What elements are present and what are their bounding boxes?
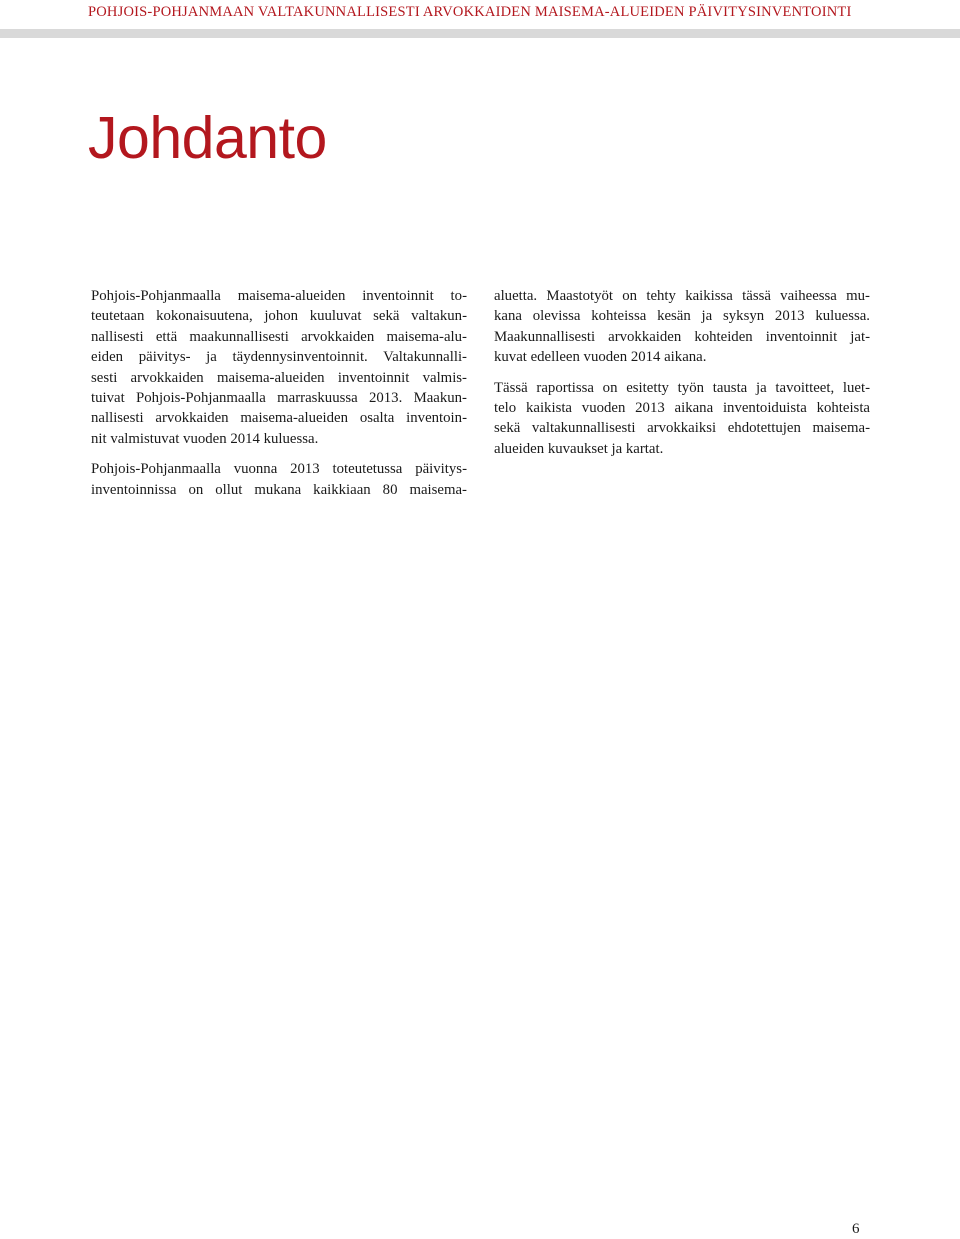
paragraph-report-contents <box>494 378 870 460</box>
text-line: inventoinnissa on ollut mukana kaikkiaan 80 maisema- <box>91 481 467 498</box>
page-title: Johdanto <box>88 105 327 171</box>
text-column-left <box>91 286 467 510</box>
text-line: nallisesti arvokkaiden maisema-alueiden osalta inventoin- <box>91 410 467 427</box>
text-line: Tässä raportissa on esitetty työn tausta ja tavoitteet, luet- <box>494 379 870 396</box>
text-line: sekä valtakunnallisesti arvokkaiksi ehdotettujen maisema- <box>494 420 870 437</box>
paragraph-inventory <box>91 459 467 500</box>
paragraph-intro <box>91 286 467 449</box>
text-line: aluetta. Maastotyöt on tehty kaikissa tässä vaiheessa mu- <box>494 288 870 304</box>
text-line: telo kaikista vuoden 2013 aikana inventoiduista kohteista <box>494 400 870 417</box>
text-line: Pohjois-Pohjanmaalla maisema-alueiden inventoinnit to- <box>91 288 467 304</box>
text-line: teutetaan kokonaisuutena, johon kuuluvat sekä valtakun- <box>91 308 467 325</box>
text-line: Maakunnallisesti arvokkaiden kohteiden inventoinnit jat- <box>494 328 870 345</box>
header-rule <box>0 29 960 38</box>
page-number: 6 <box>852 1221 860 1237</box>
paragraph-fieldwork <box>494 286 870 368</box>
text-line: kuvat edelleen vuoden 2014 aikana. <box>494 349 707 366</box>
text-column-right <box>494 286 870 469</box>
text-line: alueiden kuvaukset ja kartat. <box>494 440 664 457</box>
text-line: nit valmistuvat vuoden 2014 kuluessa. <box>91 430 319 447</box>
text-line: nallisesti että maakunnallisesti arvokkaiden maisema-alu- <box>91 328 467 345</box>
text-line: eiden päivitys- ja täydennysinventoinnit. Valtakunnalli- <box>91 349 467 366</box>
text-line: Pohjois-Pohjanmaalla vuonna 2013 toteutetussa päivitys- <box>91 461 467 478</box>
running-header: POHJOIS-POHJANMAAN VALTAKUNNALLISESTI ARVOKKAIDEN MAISEMA-ALUEIDEN PÄIVITYSINVENTOINTI <box>88 4 852 20</box>
text-line: kana olevissa kohteissa kesän ja syksyn 2013 kuluessa. <box>494 308 870 325</box>
text-line: sesti arvokkaiden maisema-alueiden inventoinnit valmis- <box>91 369 467 386</box>
text-line: tuivat Pohjois-Pohjanmaalla marraskuussa 2013. Maakun- <box>91 390 467 407</box>
